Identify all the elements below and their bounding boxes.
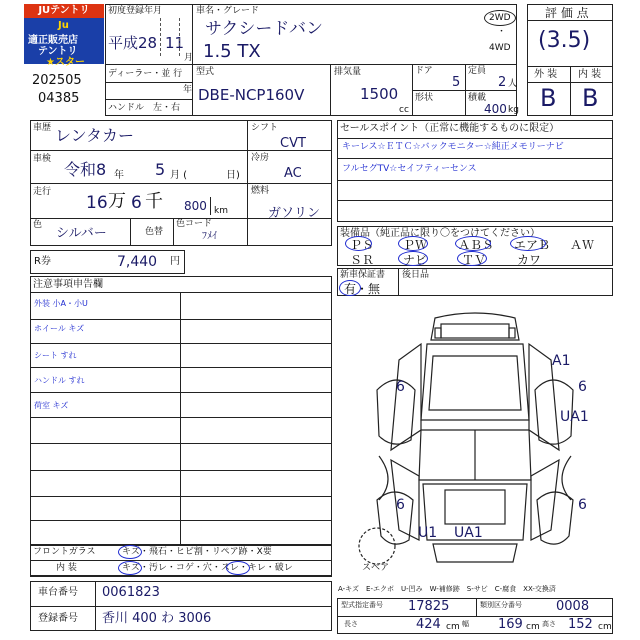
mileage-man: 16 — [86, 193, 108, 213]
mileage-sen: 6 — [131, 193, 142, 213]
model-designation: 17825 — [408, 599, 450, 614]
color-label: 色 — [33, 220, 43, 230]
equip-leather: カワ — [517, 253, 542, 267]
logo-star: ★スター — [46, 57, 85, 68]
damage-mark-ua1-rear: UA1 — [454, 525, 483, 541]
interior-grade: B — [582, 84, 599, 112]
interior-cond-value: キズ・汚レ・コゲ・穴・スレ・キレ・破レ — [122, 563, 293, 573]
notes-box — [30, 276, 332, 576]
color-code-label: 色コード — [176, 219, 213, 229]
length: 424 — [416, 617, 441, 632]
equip-ps: ＰＳ — [350, 238, 375, 252]
drive-2wd: 2WD — [489, 13, 511, 23]
inspection-label: 車検 — [33, 154, 52, 164]
height: 152 — [568, 617, 593, 632]
month-dashed-box — [160, 18, 180, 56]
doors: 5 — [452, 75, 461, 90]
inspection-month-unit: 月 ( — [170, 170, 188, 181]
mileage-sen-unit: 千 — [145, 191, 163, 212]
mileage-hundreds: 800 — [184, 199, 207, 213]
plate-label: 登録番号 — [38, 613, 78, 624]
note-line-1: 外装 小A・小U — [34, 299, 88, 308]
sales-point-line-2: フルセグTV☆セイフティーセンス — [342, 164, 477, 174]
mileage-man-unit: 万 — [108, 191, 126, 212]
damage-mark-a1: A1 — [552, 353, 571, 369]
damage-mark-front-left: 6 — [396, 379, 405, 395]
ac: AC — [284, 166, 302, 181]
car-name: サクシードバン — [205, 19, 323, 39]
first-reg-month-unit: 月 — [184, 53, 194, 63]
recycle-fee: 7,440 — [117, 254, 158, 270]
door-label: ドア — [415, 66, 433, 76]
logo-ju: Ju — [58, 20, 69, 31]
load-unit: kg — [508, 105, 519, 115]
history: レンタカー — [55, 126, 134, 145]
history-label: 車歴 — [33, 123, 52, 133]
logo-dealer: 適正販売店 — [28, 35, 78, 46]
exterior-label: 外 装 — [534, 69, 558, 80]
circle-abs — [455, 236, 491, 251]
later-items-label: 後日品 — [402, 270, 430, 280]
inspection-month: 5 — [155, 160, 166, 179]
circle-airbag — [510, 236, 546, 251]
model-year-label: 年 — [183, 85, 193, 95]
color-change-label: 色替 — [145, 227, 164, 237]
recycle-label: R券 — [34, 256, 51, 267]
interior-label: 内 装 — [578, 69, 602, 80]
warranty-value: 有・無 — [344, 282, 381, 296]
lot-number-b: 04385 — [38, 91, 80, 106]
interior-cond-label: 内 装 — [56, 563, 77, 573]
sales-points-label: セールスポイント（正常に機能するものに限定） — [340, 123, 560, 134]
plate-number: 香川 400 わ 3006 — [102, 611, 212, 626]
dealer-label: ディーラー・並 行 — [108, 69, 183, 79]
first-reg-label: 初度登録年月 — [108, 6, 163, 16]
circle-navi — [398, 251, 428, 266]
model-label: 型式 — [196, 67, 215, 77]
height-unit: cm — [598, 622, 612, 632]
note-line-5: 荷室 キズ — [34, 401, 69, 410]
first-reg-era: 平成28 — [108, 34, 158, 52]
mileage-unit: km — [214, 206, 228, 216]
recycle-box — [30, 250, 185, 274]
grade-score: (3.5) — [538, 28, 591, 53]
capacity-unit: 人 — [508, 79, 518, 89]
capacity-label: 定員 — [468, 66, 487, 76]
notes-label: 注意事項申告欄 — [33, 279, 103, 290]
fuel: ガソリン — [268, 206, 321, 221]
model-designation-label: 型式指定番号 — [341, 601, 383, 609]
company-logo — [24, 4, 104, 68]
logo-body — [24, 18, 104, 68]
lot-number-a: 202505 — [32, 73, 82, 88]
car-name-label: 車名・グレード — [196, 6, 260, 16]
class-number-label: 類別区分番号 — [480, 601, 522, 609]
load: 400 — [484, 102, 507, 116]
equip-tv: ＴＶ — [462, 253, 487, 267]
chassis-label: 車台番号 — [38, 587, 78, 598]
mileage-label: 走行 — [33, 187, 52, 197]
color: シルバー — [56, 226, 107, 241]
equipment-label: 装備品（純正品に限り〇をつけてください） — [340, 228, 540, 239]
equip-navi: ナビ — [403, 253, 428, 267]
shape-label: 形状 — [415, 93, 434, 103]
width-unit: cm — [526, 622, 540, 632]
sales-point-line-1: キーレス☆ＥＴＣ☆バックモニター☆純正メモリーナビ — [342, 142, 564, 152]
displacement-label: 排気量 — [334, 67, 362, 77]
fuel-label: 燃料 — [251, 186, 270, 196]
windshield-label: フロントガラス — [33, 547, 96, 557]
car-grade: 1.5 TX — [203, 41, 261, 62]
color-code: ﾌﾒｲ — [202, 231, 217, 242]
recycle-unit: 円 — [170, 256, 180, 267]
circle-tv — [457, 251, 487, 266]
warranty-label: 新車保証書 — [340, 270, 386, 280]
ac-label: 冷房 — [251, 153, 270, 163]
first-reg-month: 11 — [165, 34, 185, 52]
equip-sr: ＳＲ — [350, 253, 375, 267]
width: 169 — [498, 617, 523, 632]
load-label: 積載 — [468, 93, 487, 103]
circle-pw — [398, 236, 428, 251]
class-number: 0008 — [556, 599, 590, 614]
width-label: 幅 — [462, 620, 469, 628]
chassis-number: 0061823 — [102, 585, 160, 600]
model-code: DBE-NCP160V — [198, 86, 305, 104]
equip-aw: ＡＷ — [570, 238, 595, 252]
damage-mark-rear-right: 6 — [578, 497, 587, 513]
shift-label: シフト — [251, 123, 279, 133]
circle-glass-scratch — [118, 545, 142, 559]
length-label: 長さ — [344, 620, 358, 628]
windshield-value: キズ・飛石・ヒビ割・リペア跡・X要 — [122, 547, 272, 557]
note-line-3: シート すれ — [34, 351, 77, 360]
damage-mark-u1: U1 — [418, 525, 438, 541]
inspection-era: 令和8 — [64, 160, 107, 179]
damage-legend: A-キズ E-エクボ U-凹み W-補修跡 S-サビ C-腐食 XX-交換済 — [338, 585, 556, 593]
inspection-year-unit: 年 — [114, 170, 124, 181]
note-line-4: ハンドル すれ — [34, 376, 85, 385]
circle-warranty-yes — [339, 280, 361, 296]
drive-4wd: 4WD — [489, 43, 511, 53]
spare-label: スペア — [362, 563, 390, 573]
logo-banner: JUテントリ — [24, 4, 104, 18]
inspection-day-unit: 日) — [226, 170, 240, 181]
logo-tentori: テントリ — [38, 46, 78, 57]
note-line-2: ホイール キズ — [34, 324, 85, 333]
damage-mark-front-right: 6 — [578, 379, 587, 395]
displacement: 1500 — [360, 85, 399, 103]
equip-pw: ＰＷ — [403, 238, 428, 252]
shift: CVT — [280, 136, 306, 151]
damage-mark-ua1-right: UA1 — [560, 409, 589, 425]
capacity: 2 — [498, 75, 507, 90]
circle-interior-scratch — [118, 561, 142, 575]
circle-ps — [345, 236, 375, 252]
equip-airbag: エアＢ — [514, 238, 551, 252]
displacement-unit: cc — [399, 105, 409, 115]
handle-label: ハンドル 左・右 — [108, 103, 181, 113]
circle-interior-wear — [226, 561, 250, 575]
equip-abs: ＡＢＳ — [458, 238, 495, 252]
length-unit: cm — [446, 622, 460, 632]
exterior-grade: B — [540, 84, 557, 112]
grade-label: 評 価 点 — [545, 6, 589, 20]
damage-mark-rear-left: 6 — [396, 497, 405, 513]
height-label: 高さ — [542, 620, 556, 628]
